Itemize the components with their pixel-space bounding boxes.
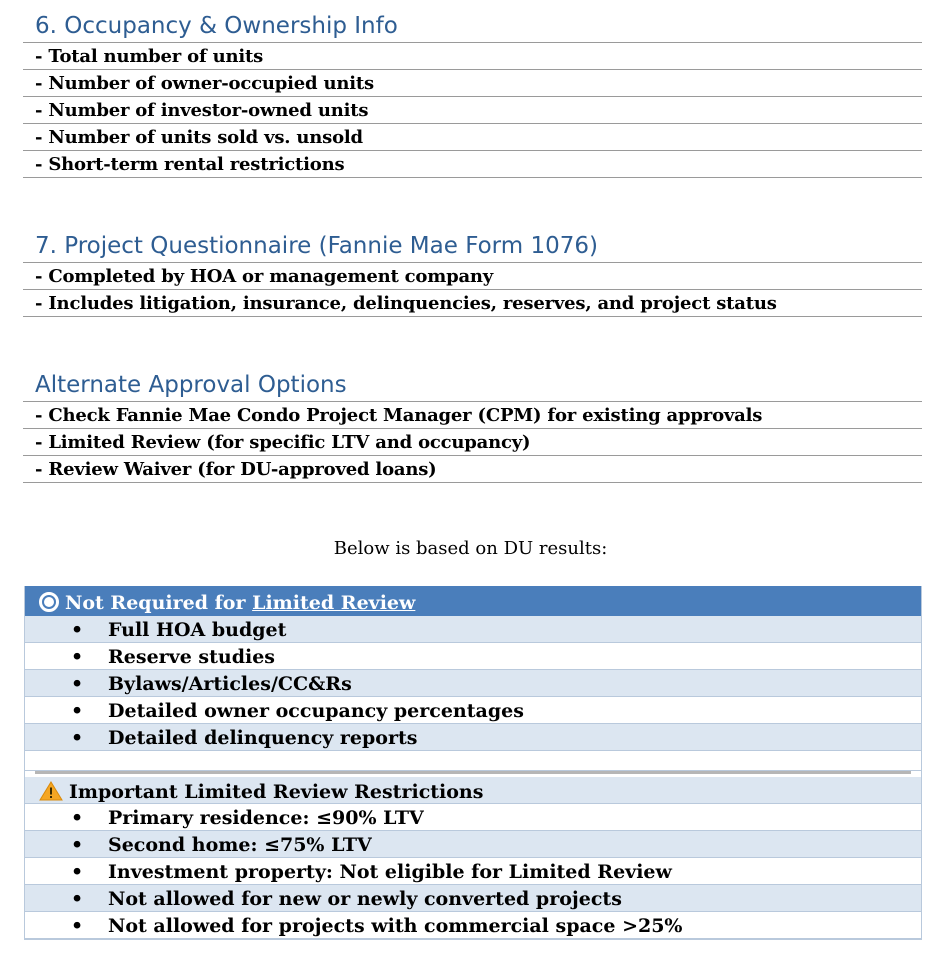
list-item <box>25 858 921 885</box>
divider <box>25 771 921 777</box>
list-item-label: Reserve studies <box>108 646 275 668</box>
list-item-label: Second home: ≤75% LTV <box>108 834 372 856</box>
list-item: - Review Waiver (for DU-approved loans) <box>23 456 922 483</box>
item-list <box>23 43 922 178</box>
list-item: - Number of units sold vs. unsold <box>23 124 922 151</box>
list-item: - Limited Review (for specific LTV and occupancy) <box>23 429 922 456</box>
section-project-questionnaire <box>23 230 922 317</box>
bullet-icon: • <box>71 700 84 722</box>
du-results-note: Below is based on DU results: <box>333 538 608 559</box>
list-item-label: Detailed delinquency reports <box>108 727 418 749</box>
list-item: - Number of owner-occupied units <box>23 70 922 97</box>
limited-review-box <box>24 586 922 940</box>
restrictions-list <box>25 804 921 939</box>
bullet-icon: • <box>71 888 84 910</box>
list-item <box>25 804 921 831</box>
list-item <box>25 831 921 858</box>
list-item: - Total number of units <box>23 43 922 70</box>
bullet-icon: • <box>71 727 84 749</box>
list-item <box>25 670 921 697</box>
list-item: - Check Fannie Mae Condo Project Manager (CPM) for existing approvals <box>23 402 922 429</box>
bullet-icon: • <box>71 646 84 668</box>
not-required-list <box>25 616 921 751</box>
list-item <box>25 885 921 912</box>
restrictions-title: Important Limited Review Restrictions <box>69 781 484 803</box>
list-item <box>25 912 921 939</box>
section-heading: 7. Project Questionnaire (Fannie Mae Form 1076) <box>23 230 922 263</box>
list-item: - Includes litigation, insurance, delinquencies, reserves, and project status <box>23 290 922 317</box>
list-item <box>25 724 921 751</box>
list-item <box>25 643 921 670</box>
restrictions-header <box>25 777 921 804</box>
list-item-label: Bylaws/Articles/CC&Rs <box>108 673 352 695</box>
item-list <box>23 263 922 317</box>
list-item-label: Not allowed for projects with commercial space >25% <box>108 915 683 937</box>
circle-icon <box>39 592 59 612</box>
list-item: - Number of investor-owned units <box>23 97 922 124</box>
section-heading: Alternate Approval Options <box>23 369 922 402</box>
list-item-label: Detailed owner occupancy percentages <box>108 700 524 722</box>
list-item-label: Not allowed for new or newly converted projects <box>108 888 622 910</box>
list-item-label: Investment property: Not eligible for Limited Review <box>108 861 672 883</box>
limited-review-link[interactable]: Limited Review <box>252 592 416 614</box>
bullet-icon: • <box>71 673 84 695</box>
list-item <box>25 697 921 724</box>
bullet-icon: • <box>71 619 84 641</box>
section-alternate-approval <box>23 369 922 483</box>
box-header-label: Not Required for <box>65 592 253 614</box>
bullet-icon: • <box>71 834 84 856</box>
list-item-label: Full HOA budget <box>108 619 287 641</box>
bullet-icon: • <box>71 861 84 883</box>
item-list <box>23 402 922 483</box>
list-item: - Completed by HOA or management company <box>23 263 922 290</box>
bullet-icon: • <box>71 915 84 937</box>
bullet-icon: • <box>71 807 84 829</box>
list-item <box>25 616 921 643</box>
section-occupancy-ownership <box>23 10 922 178</box>
list-item: - Short-term rental restrictions <box>23 151 922 178</box>
box-header <box>25 586 921 616</box>
warning-icon <box>39 781 63 801</box>
list-item-label: Primary residence: ≤90% LTV <box>108 807 424 829</box>
section-heading: 6. Occupancy & Ownership Info <box>23 10 922 43</box>
spacer-row <box>25 751 921 771</box>
